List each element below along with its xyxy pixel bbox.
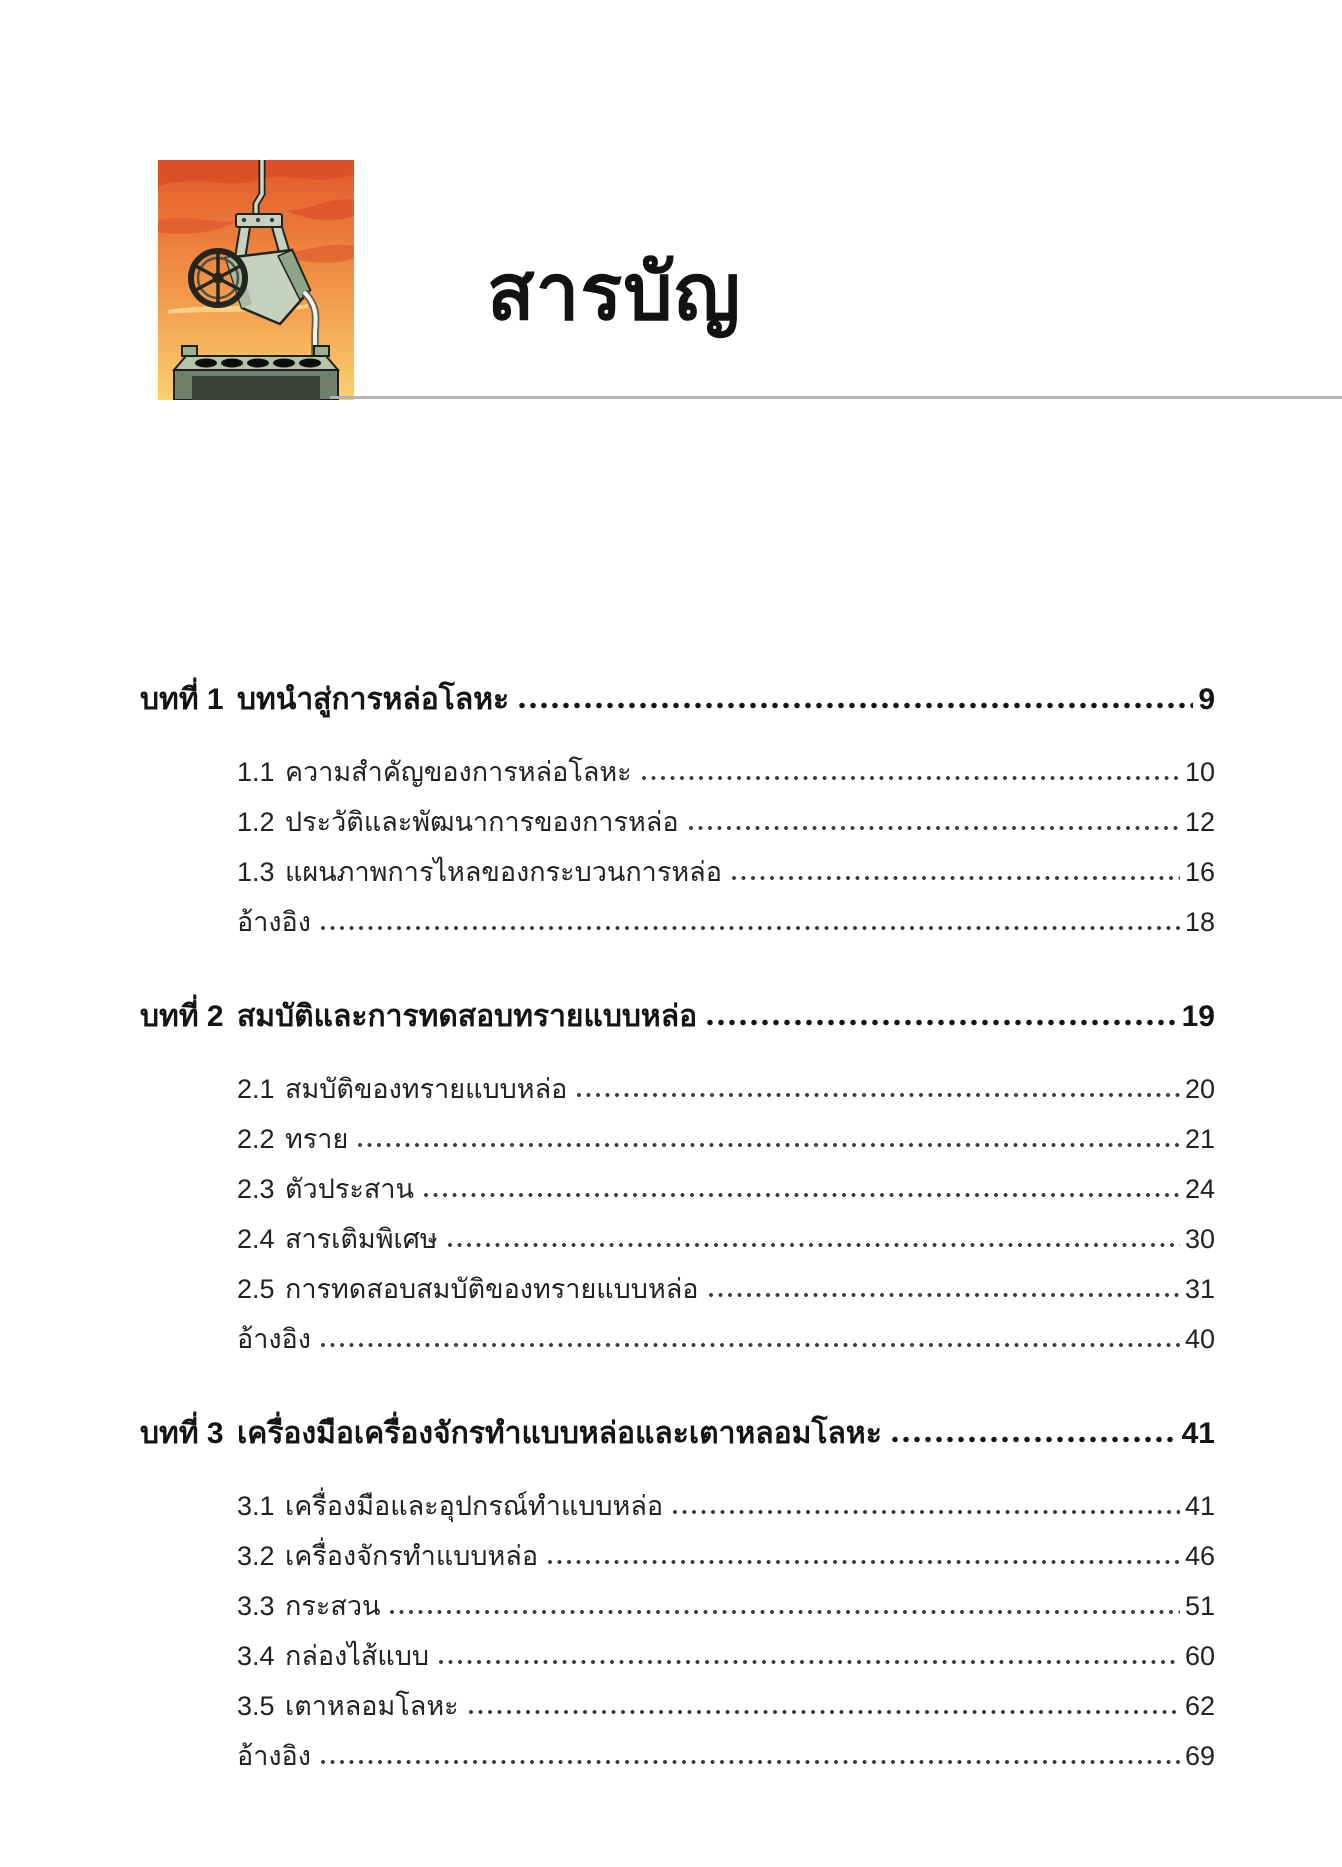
item-title: กระสวน (285, 1591, 381, 1621)
chapter-label: บทที่ 1 (140, 683, 224, 716)
item-number: 1.1 (237, 757, 275, 787)
toc-item-row (140, 1534, 1215, 1584)
item-number: 1.3 (237, 857, 275, 887)
item-page-number: 16 (1184, 857, 1215, 887)
item-page-number: 51 (1184, 1591, 1215, 1621)
dot-leader (356, 1142, 1180, 1148)
toc-reference-row (140, 1317, 1215, 1367)
dot-leader (319, 1759, 1180, 1765)
item-page-number: 21 (1184, 1124, 1215, 1154)
item-number: 3.1 (237, 1491, 275, 1521)
dot-leader (446, 1242, 1180, 1248)
item-page-number: 60 (1184, 1641, 1215, 1671)
dot-leader (707, 1292, 1180, 1298)
chapter-page-number: 41 (1181, 1417, 1215, 1450)
toc-item-row (140, 1117, 1215, 1167)
chapter-label: บทที่ 3 (140, 1417, 224, 1450)
toc-item-row (140, 1584, 1215, 1634)
chapter-heading-row (140, 1410, 1215, 1484)
item-title: ความสำคัญของการหล่อโลหะ (285, 757, 632, 787)
chapter-heading-row (140, 993, 1215, 1067)
dot-leader (422, 1192, 1180, 1198)
item-page-number: 46 (1184, 1541, 1215, 1571)
item-title: ตัวประสาน (285, 1174, 414, 1204)
toc-item-row (140, 1684, 1215, 1734)
dot-leader (319, 1342, 1180, 1348)
dot-leader (705, 1019, 1177, 1026)
page-title: สารบัญ (487, 248, 742, 336)
dot-leader (640, 775, 1180, 781)
dot-leader (730, 875, 1180, 881)
dot-leader (575, 1092, 1180, 1098)
dot-leader (319, 925, 1180, 931)
item-page-number: 31 (1184, 1274, 1215, 1304)
dot-leader (687, 825, 1180, 831)
toc-reference-row (140, 1734, 1215, 1784)
item-page-number: 20 (1184, 1074, 1215, 1104)
casting-ladle-illustration (158, 160, 354, 400)
toc-item-row (140, 1167, 1215, 1217)
item-title: แผนภาพการไหลของกระบวนการหล่อ (285, 857, 722, 887)
item-number: 2.1 (237, 1074, 275, 1104)
item-number: 1.2 (237, 807, 275, 837)
chapter-label: บทที่ 2 (140, 1000, 224, 1033)
toc-item-row (140, 1484, 1215, 1534)
item-number: 2.3 (237, 1174, 275, 1204)
item-page-number: 18 (1184, 907, 1215, 937)
item-page-number: 10 (1184, 757, 1215, 787)
item-title: สารเติมพิเศษ (285, 1224, 438, 1254)
dot-leader (546, 1559, 1180, 1565)
chapter-page-number: 19 (1181, 1000, 1215, 1033)
dot-leader (467, 1709, 1180, 1715)
item-number: 3.4 (237, 1641, 275, 1671)
chapter-title: สมบัติและการทดสอบทรายแบบหล่อ (237, 1000, 698, 1033)
item-number: 3.3 (237, 1591, 275, 1621)
title-underline (330, 396, 1342, 399)
chapter-title: เครื่องมือเครื่องจักรทำแบบหล่อและเตาหลอมโลหะ (237, 1417, 882, 1450)
item-page-number: 24 (1184, 1174, 1215, 1204)
dot-leader (671, 1509, 1180, 1515)
item-page-number: 41 (1184, 1491, 1215, 1521)
item-page-number: 69 (1184, 1741, 1215, 1771)
dot-leader (890, 1436, 1177, 1443)
toc-chapter (140, 993, 1215, 1367)
toc-item-row (140, 750, 1215, 800)
item-number: 2.5 (237, 1274, 275, 1304)
item-title: สมบัติของทรายแบบหล่อ (285, 1074, 568, 1104)
item-number: 3.2 (237, 1541, 275, 1571)
item-title: การทดสอบสมบัติของทรายแบบหล่อ (285, 1274, 699, 1304)
chapter-title: บทนำสู่การหล่อโลหะ (237, 683, 510, 716)
item-title: อ้างอิง (237, 1324, 311, 1354)
item-page-number: 12 (1184, 807, 1215, 837)
item-title: เครื่องจักรทำแบบหล่อ (285, 1541, 539, 1571)
toc-item-row (140, 1267, 1215, 1317)
item-number: 3.5 (237, 1691, 275, 1721)
item-title: อ้างอิง (237, 907, 311, 937)
item-page-number: 62 (1184, 1691, 1215, 1721)
toc-item-row (140, 800, 1215, 850)
toc-chapter (140, 676, 1215, 950)
toc-item-row (140, 1634, 1215, 1684)
item-title: อ้างอิง (237, 1741, 311, 1771)
item-title: กล่องไส้แบบ (285, 1641, 430, 1671)
dot-leader (517, 702, 1193, 709)
dot-leader (437, 1659, 1180, 1665)
item-title: ทราย (285, 1124, 349, 1154)
dot-leader (388, 1609, 1180, 1615)
toc-item-row (140, 1067, 1215, 1117)
chapter-page-number: 9 (1198, 683, 1215, 716)
toc-item-row (140, 850, 1215, 900)
toc-reference-row (140, 900, 1215, 950)
item-page-number: 30 (1184, 1224, 1215, 1254)
chapter-heading-row (140, 676, 1215, 750)
toc (140, 676, 1215, 1827)
item-title: เครื่องมือและอุปกรณ์ทำแบบหล่อ (285, 1491, 664, 1521)
item-title: เตาหลอมโลหะ (285, 1691, 459, 1721)
item-title: ประวัติและพัฒนาการของการหล่อ (285, 807, 679, 837)
hand-wheel (191, 251, 245, 305)
toc-chapter (140, 1410, 1215, 1784)
item-number: 2.2 (237, 1124, 275, 1154)
item-page-number: 40 (1184, 1324, 1215, 1354)
item-number: 2.4 (237, 1224, 275, 1254)
toc-item-row (140, 1217, 1215, 1267)
